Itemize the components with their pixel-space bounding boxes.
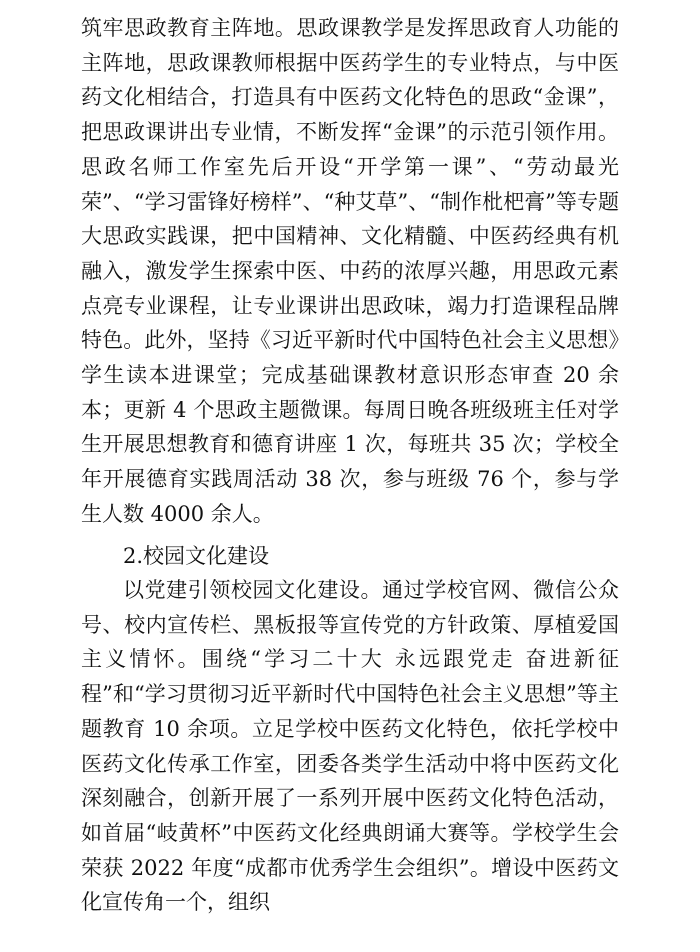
paragraph-campus-culture: 以党建引领校园文化建设。通过学校官网、微信公众号、校内宣传栏、黑板报等宣传党的方针政策、厚植爱国主义情怀。围绕“学习二十大 永远跟党走 奋进新征程”和“学习贯彻习近平新时代中国特色社会主义思想”等主题教育 10 余项。立足学校中医药文化特色，依托学校中医药文化传承工作室，团委各类学生活动中将中医药文化深刻融合，创新开展了一系列开展中医药文化特色活动，如首届“岐黄杯”中医药文化经典朗诵大赛等。学校学生会荣获 2022 年度“成都市优秀学生会组织”。增设中医药文化宣传角一个，组织 [81,578,619,915]
paragraph-continued: 筑牢思政教育主阵地。思政课教学是发挥思政育人功能的主阵地，思政课教师根据中医药学生的专业特点，与中医药文化相结合，打造具有中医药文化特色的思政“金课”，把思政课讲出专业情，不断发挥“金课”的示范引领作用。思政名师工作室先后开设“开学第一课”、“劳动最光荣”、“学习雷锋好榜样”、“种艾草”、“制作枇杷膏”等专题大思政实践课，把中国精神、文化精髓、中医药经典有机融入，激发学生探索中医、中药的浓厚兴趣，用思政元素点亮专业课程，让专业课讲出思政味，竭力打造课程品牌特色。此外，坚持《习近平新时代中国特色社会主义思想》学生读本进课堂；完成基础课教材意识形态审查 20 余本；更新 4 个思政主题微课。每周日晚各班级班主任对学生开展思想教育和德育讲座 1 次，每班共 35 次；学校全年开展德育实践周活动 38 次，参与班级 76 个，参与学生人数 4000 余人。 [81,16,619,526]
section-heading-campus-culture: 2.校园文化建设 [123,544,270,568]
